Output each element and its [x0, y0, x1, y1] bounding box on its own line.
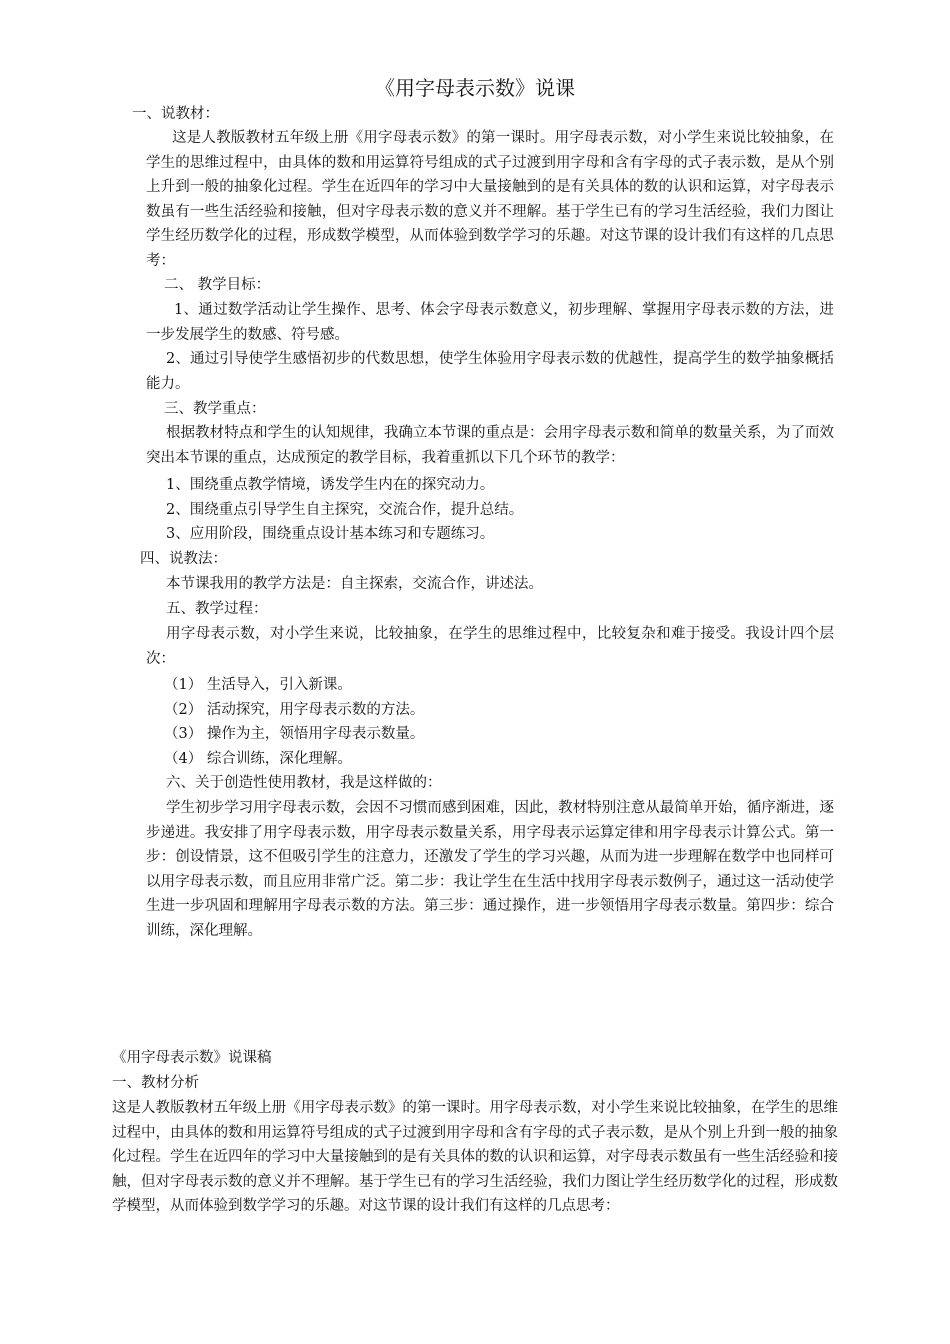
process-step-1: （1） 生活导入，引入新课。 — [164, 677, 352, 693]
second-document-title: 《用字母表示数》说课稿 — [112, 1050, 272, 1066]
section-5-body: 用字母表示数，对小学生来说，比较抽象，在学生的思维过程中，比较复杂和难于接受。我设计四个层次： — [146, 626, 834, 667]
focus-item-2: 2、围绕重点引导学生自主探究，交流合作，提升总结。 — [166, 502, 524, 518]
process-step-3: （3） 操作为主，领悟用字母表示数量。 — [164, 726, 425, 742]
section-4-body: 本节课我用的教学方法是：自主探索，交流合作，讲述法。 — [166, 576, 543, 592]
process-step-2: （2） 活动探究，用字母表示数的方法。 — [164, 702, 425, 718]
focus-item-3: 3、应用阶段，围绕重点设计基本练习和专题练习。 — [166, 526, 495, 542]
section-6-heading: 六、关于创造性使用教材，我是这样做的： — [166, 775, 442, 791]
focus-item-1: 1、围绕重点教学情境，诱发学生内在的探究动力。 — [166, 477, 495, 493]
section-5-heading: 五、教学过程： — [166, 601, 268, 617]
second-document-body: 这是人教版教材五年级上册《用字母表示数》的第一课时。用字母表示数，对小学生来说比较抽象，在学生的思维过程中，由具体的数和用运算符号组成的式子过渡到用字母和含有字母的式子表示数，是从个别上升到一般的抽象化过程。学生在近四年的学习中大量接触到的是有关具体的数的认识和运算，对字母表示数虽有一些生活经验和接触，但对字母表示数的意义并不理解。基于学生已有的学习生活经验，我们力图让学生经历数学化的过程，形成数学模型，从而体验到数学学习的乐趣。对这节课的设计我们有这样的几点思考： — [112, 1100, 838, 1214]
section-3-body: 根据教材特点和学生的认知规律，我确立本节课的重点是：会用字母表示数和简单的数量关系，为了而效突出本节课的重点，达成预定的教学目标，我着重抓以下几个环节的教学： — [146, 425, 834, 466]
section-3-heading: 三、教学重点： — [164, 401, 266, 417]
section-2-heading: 二、 教学目标： — [164, 277, 271, 293]
process-step-4: （4） 综合训练，深化理解。 — [164, 751, 352, 767]
document-title: 《用字母表示数》说课 — [375, 76, 575, 100]
section-1-heading: 一、说教材： — [132, 106, 219, 122]
goal-2: 2、通过引导使学生感悟初步的代数思想，使学生体验用字母表示数的优越性，提高学生的数学抽象概括能力。 — [146, 351, 834, 392]
section-1-body: 这是人教版教材五年级上册《用字母表示数》的第一课时。用字母表示数，对小学生来说比较抽象，在学生的思维过程中，由具体的数和用运算符号组成的式子过渡到用字母和含有字母的式子表示数，是从个别上升到一般的抽象化过程。学生在近四年的学习中大量接触到的是有关具体的数的认识和运算，对字母表示数虽有一些生活经验和接触，但对字母表示数的意义并不理解。基于学生已有的学习生活经验，我们力图让学生经历数学化的过程，形成数学模型，从而体验到数学学习的乐趣。对这节课的设计我们有这样的几点思考： — [146, 130, 834, 269]
second-document-heading: 一、教材分析 — [112, 1075, 199, 1091]
goal-1: 1、通过数学活动让学生操作、思考、体会字母表示数意义，初步理解、掌握用字母表示数的方法，进一步发展学生的数感、符号感。 — [146, 302, 834, 343]
section-6-body: 学生初步学习用字母表示数，会因不习惯而感到困难，因此，教材特别注意从最简单开始，循序渐进，逐步递进。我安排了用字母表示数，用字母表示数量关系，用字母表示运算定律和用字母表示计算公式。第一步：创设情景，这不但吸引学生的注意力，还激发了学生的学习兴趣，从而为进一步理解在数学中也同样可以用字母表示数，而且应用非常广泛。第二步：我让学生在生活中找用字母表示数例子，通过这一活动使学生进一步巩固和理解用字母表示数的方法。第三步：通过操作，进一步领悟用字母表示数量。第四步：综合训练，深化理解。 — [146, 800, 834, 939]
section-4-heading: 四、说教法： — [140, 551, 227, 567]
